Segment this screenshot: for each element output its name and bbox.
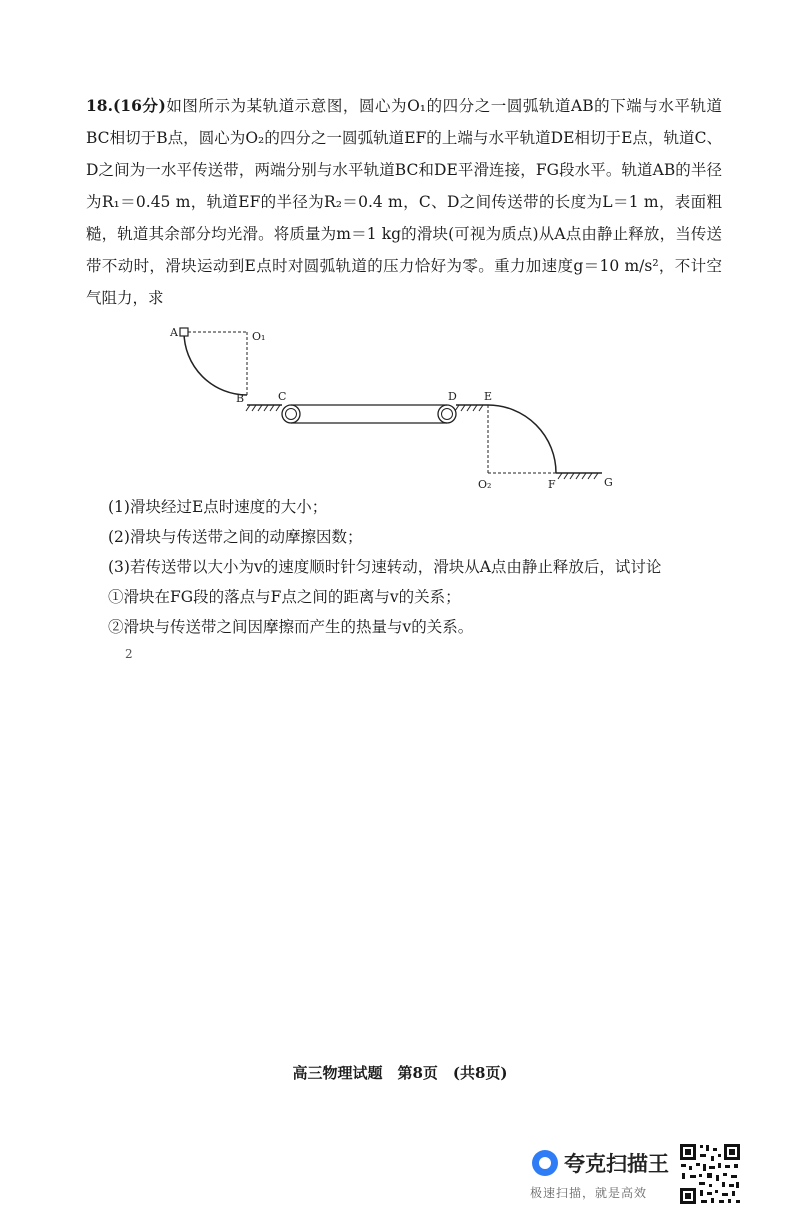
problem-score: (16分) xyxy=(112,96,166,115)
label-b: B xyxy=(236,392,245,405)
slider-block xyxy=(180,328,188,336)
page-footer: 高三物理试题 第8页 (共8页) xyxy=(292,1064,508,1082)
question-2: (2)滑块与传送带之间的动摩擦因数； xyxy=(108,528,363,546)
question-1: (1)滑块经过E点时速度的大小； xyxy=(108,498,328,516)
brand-slogan: 极速扫描，就是高效 xyxy=(530,1186,648,1200)
hatch-fg xyxy=(558,473,598,479)
problem-statement xyxy=(86,90,722,314)
quark-logo-icon xyxy=(532,1150,558,1176)
track-diagram xyxy=(160,318,630,498)
question-3-part-2: ②滑块与传送带之间因摩擦而产生的热量与v的关系。 xyxy=(108,618,474,636)
pulley-c xyxy=(282,405,300,423)
brand-name: 夸克扫描王 xyxy=(564,1152,669,1176)
label-d: D xyxy=(448,390,457,403)
hatch-de xyxy=(455,405,483,411)
label-g: G xyxy=(604,476,613,489)
label-o1: O₁ xyxy=(252,330,266,343)
sub-questions xyxy=(108,492,728,642)
label-f: F xyxy=(548,478,556,491)
label-c: C xyxy=(278,390,287,403)
question-3-part-1: ①滑块在FG段的落点与F点之间的距离与v的关系； xyxy=(108,588,461,606)
pulley-d-inner xyxy=(442,409,453,420)
qr-code-icon xyxy=(678,1142,742,1206)
pulley-c-inner xyxy=(286,409,297,420)
pulley-d xyxy=(438,405,456,423)
problem-number: 18. xyxy=(86,96,113,115)
stray-mark: 2 xyxy=(125,647,133,661)
label-o2: O₂ xyxy=(478,478,492,491)
problem-body: 如图所示为某轨道示意图，圆心为O₁的四分之一圆弧轨道AB的下端与水平轨道BC相切于B点，圆心为O₂的四分之一圆弧轨道EF的上端与水平轨道DE相切于E点，轨道C、D之间为一水平传送带，两端分别与水平轨道BC和DE平滑连接，FG段水平。轨道AB的半径为R₁＝0.45 m，轨道EF的半径为R₂＝0.4 m，C、D之间传送带的长度为L＝1 m，表面粗糙，轨道其余部分均光滑。将质量为m＝1 kg的滑块(可视为质点)从A点由静止释放，当传送带不动时，滑块运动到E点时对圆弧轨道的压力恰好为零。重力加速度g＝10 m/s²，不计空气阻力，求 xyxy=(86,97,722,307)
label-a: A xyxy=(170,326,178,339)
label-e: E xyxy=(484,390,493,403)
arc-ab xyxy=(184,332,247,395)
question-3: (3)若传送带以大小为v的速度顺时针匀速转动，滑块从A点由静止释放后，试讨论 xyxy=(108,558,662,576)
hatch-bc xyxy=(246,405,280,411)
arc-ef xyxy=(488,405,556,473)
